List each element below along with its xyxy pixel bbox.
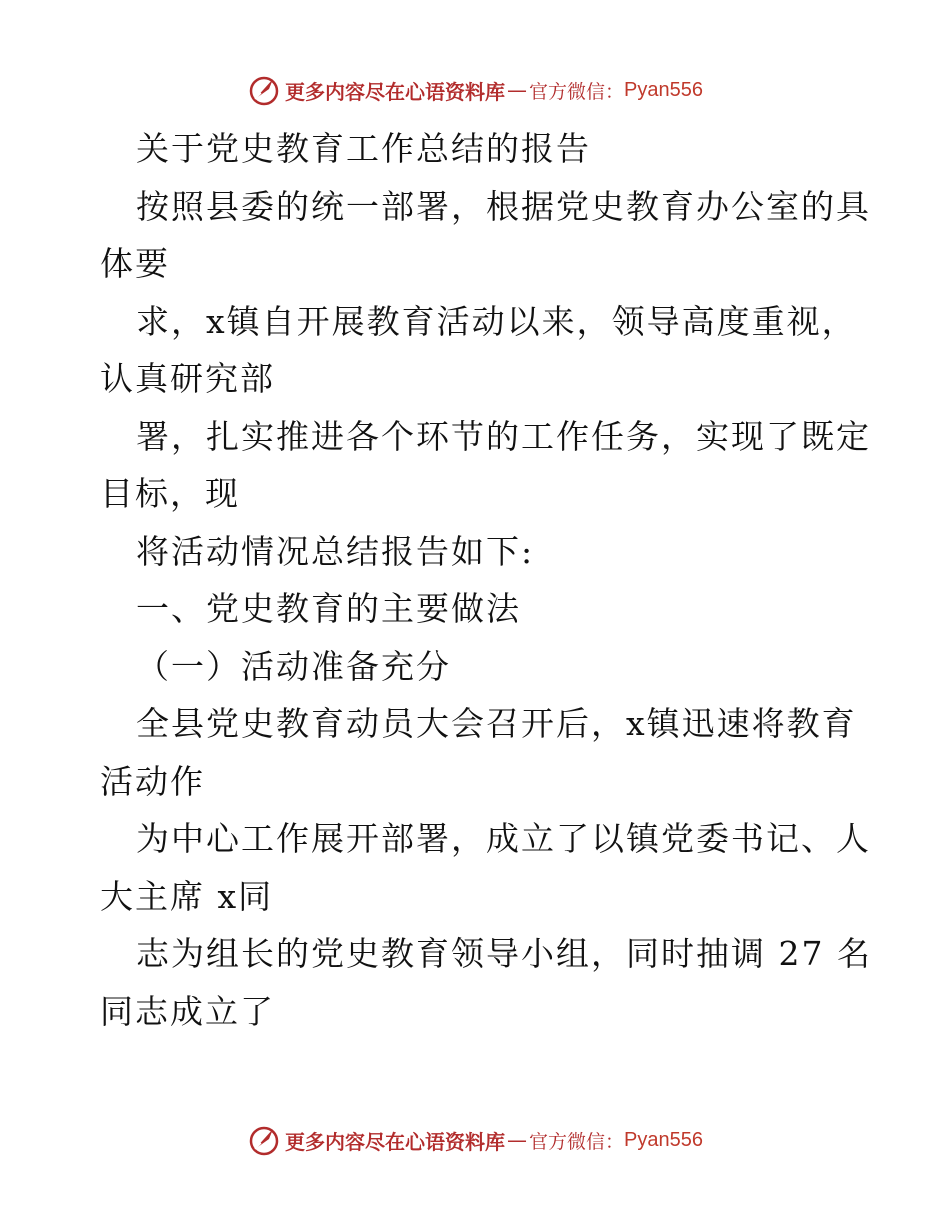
doc-line: 将活动情况总结报告如下: <box>136 531 535 571</box>
doc-line: 为中心工作展开部署，成立了以镇党委书记、人 <box>136 819 871 858</box>
doc-line: 大主席 x同 <box>100 876 274 916</box>
watermark-official: 官方微信： <box>529 80 625 103</box>
doc-line: 署，扎实推进各个环节的工作任务，实现了既定 <box>136 416 871 456</box>
quill-logo-icon <box>247 73 281 107</box>
watermark-account: Pyan556 <box>624 78 703 101</box>
doc-line: 全县党史教育动员大会召开后，x镇迅速将教育 <box>136 704 857 743</box>
watermark-brand: 更多内容尽在心语资料库 <box>285 1129 505 1154</box>
quill-logo-icon <box>247 1123 281 1157</box>
doc-line: 活动作 <box>100 761 205 801</box>
watermark-dash: — <box>507 78 527 102</box>
doc-line: 同志成立了 <box>100 991 275 1031</box>
document-body <box>100 120 872 1040</box>
watermark-official: 官方微信： <box>529 1130 625 1153</box>
doc-line: 求，x镇自开展教育活动以来，领导高度重视， <box>136 301 857 341</box>
subsection-heading: （一）活动准备充分 <box>136 646 451 686</box>
header-watermark <box>0 70 950 110</box>
watermark-brand: 更多内容尽在心语资料库 <box>285 79 505 104</box>
doc-line: 按照县委的统一部署，根据党史教育办公室的具 <box>136 186 871 226</box>
watermark-dash: — <box>507 1128 527 1152</box>
doc-line: 志为组长的党史教育领导小组，同时抽调 27 名 <box>136 934 872 973</box>
doc-title: 关于党史教育工作总结的报告 <box>136 129 591 168</box>
footer-watermark <box>0 1120 950 1160</box>
section-heading: 一、党史教育的主要做法 <box>136 589 521 628</box>
watermark-account: Pyan556 <box>624 1128 703 1151</box>
doc-line: 目标，现 <box>100 474 240 513</box>
doc-line: 认真研究部 <box>100 359 275 398</box>
doc-line: 体要 <box>100 244 170 283</box>
